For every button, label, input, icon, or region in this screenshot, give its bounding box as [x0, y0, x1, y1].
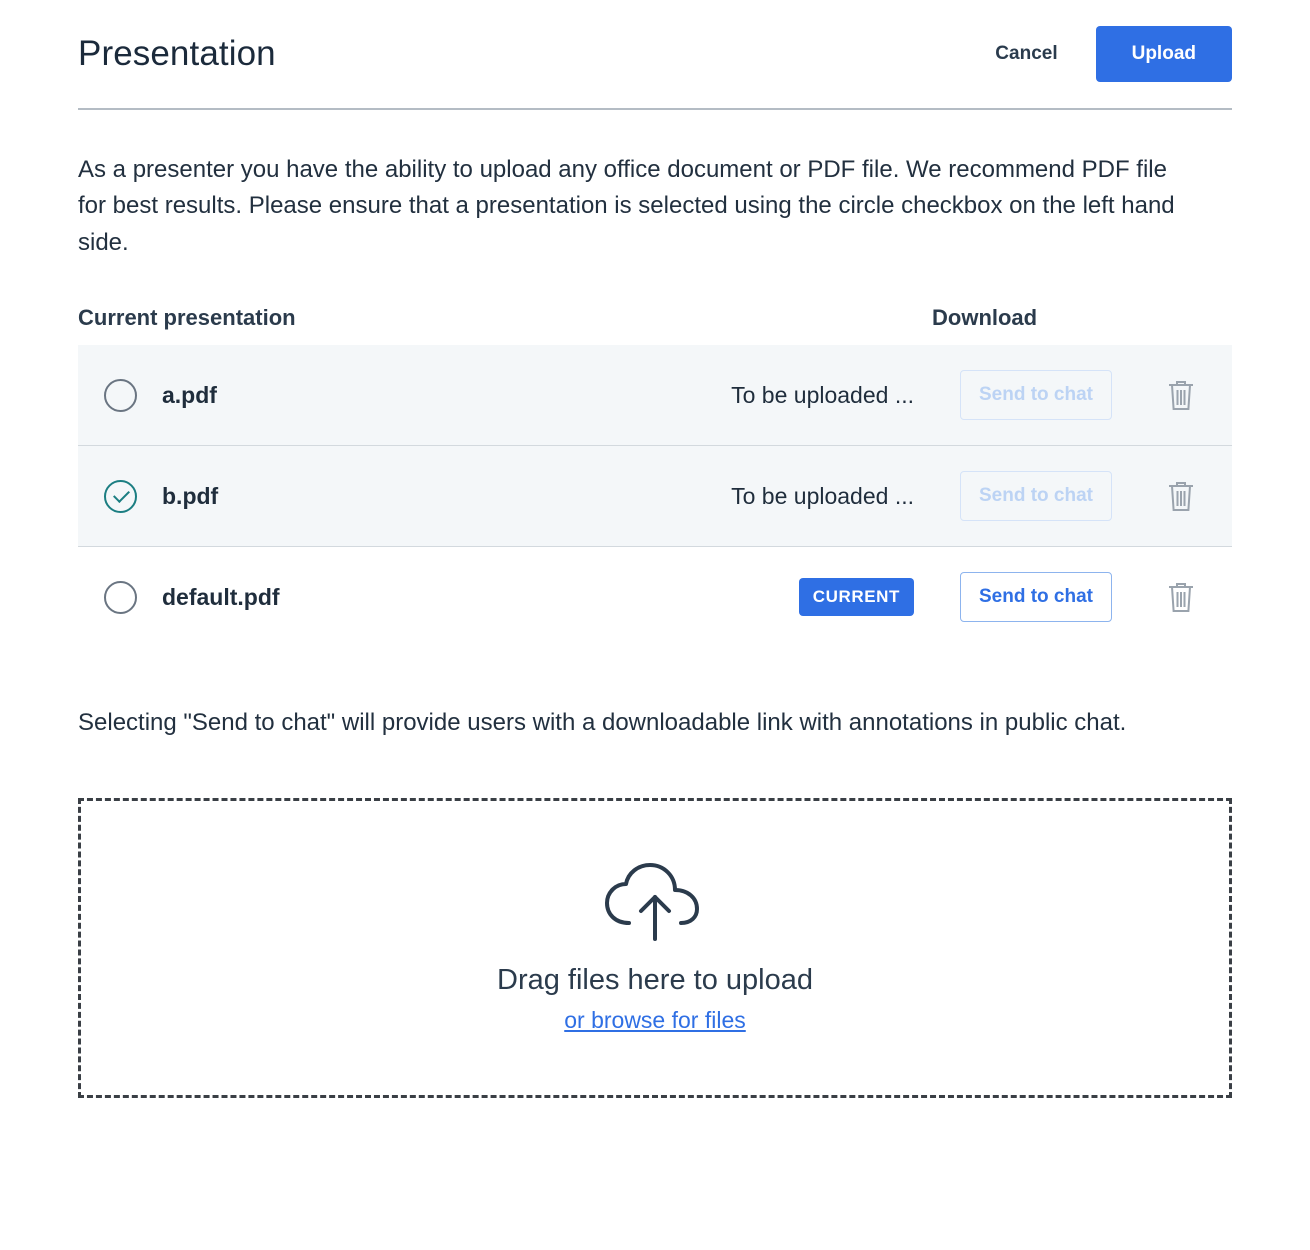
- column-header-current-presentation: Current presentation: [78, 305, 296, 331]
- header-actions: [987, 26, 1232, 82]
- table-row[interactable]: [78, 345, 1232, 446]
- status-text: To be uploaded ...: [731, 482, 914, 509]
- send-to-chat-button[interactable]: Send to chat: [960, 572, 1112, 622]
- table-header: [78, 305, 1232, 345]
- send-to-chat-button: Send to chat: [960, 471, 1112, 521]
- delete-cell: [1136, 475, 1226, 517]
- browse-files-link[interactable]: or browse for files: [564, 1007, 746, 1034]
- file-name: a.pdf: [162, 381, 217, 408]
- file-dropzone[interactable]: [78, 798, 1232, 1098]
- dialog-header: [78, 0, 1232, 110]
- delete-cell: [1136, 374, 1226, 416]
- intro-text: As a presenter you have the ability to upload any office document or PDF file. We recommend PDF file for best results. Please ensure that a presentation is selected using the circle checkbox on the left hand side.: [78, 156, 1175, 256]
- delete-cell: [1136, 576, 1226, 618]
- cloud-upload-icon: [601, 861, 709, 948]
- send-cell: [936, 471, 1136, 521]
- upload-button[interactable]: Upload: [1096, 26, 1232, 82]
- column-header-download: Download: [932, 305, 1038, 331]
- trash-icon[interactable]: [1162, 576, 1200, 618]
- status-badge: CURRENT: [799, 578, 914, 616]
- send-to-chat-note: Selecting "Send to chat" will provide users with a downloadable link with annotations in public chat.: [78, 709, 1127, 737]
- select-cell: [78, 581, 162, 614]
- presentation-list: [78, 345, 1232, 647]
- dropzone-label: Drag files here to upload: [497, 964, 813, 997]
- status-cell: [606, 483, 936, 510]
- file-name: default.pdf: [162, 583, 280, 610]
- select-radio-icon[interactable]: [104, 581, 137, 614]
- status-text: To be uploaded ...: [731, 381, 914, 408]
- status-cell: [606, 578, 936, 616]
- trash-icon[interactable]: [1162, 374, 1200, 416]
- page-title: Presentation: [78, 34, 276, 73]
- select-cell: [78, 379, 162, 412]
- table-row[interactable]: [78, 446, 1232, 547]
- file-name: b.pdf: [162, 482, 219, 509]
- select-radio-checked-icon[interactable]: [104, 480, 137, 513]
- send-cell: [936, 572, 1136, 622]
- trash-icon[interactable]: [1162, 475, 1200, 517]
- send-cell: [936, 370, 1136, 420]
- select-cell: [78, 480, 162, 513]
- send-to-chat-button: Send to chat: [960, 370, 1112, 420]
- select-radio-icon[interactable]: [104, 379, 137, 412]
- status-cell: [606, 382, 936, 409]
- cancel-button[interactable]: Cancel: [987, 33, 1065, 75]
- table-row[interactable]: [78, 547, 1232, 647]
